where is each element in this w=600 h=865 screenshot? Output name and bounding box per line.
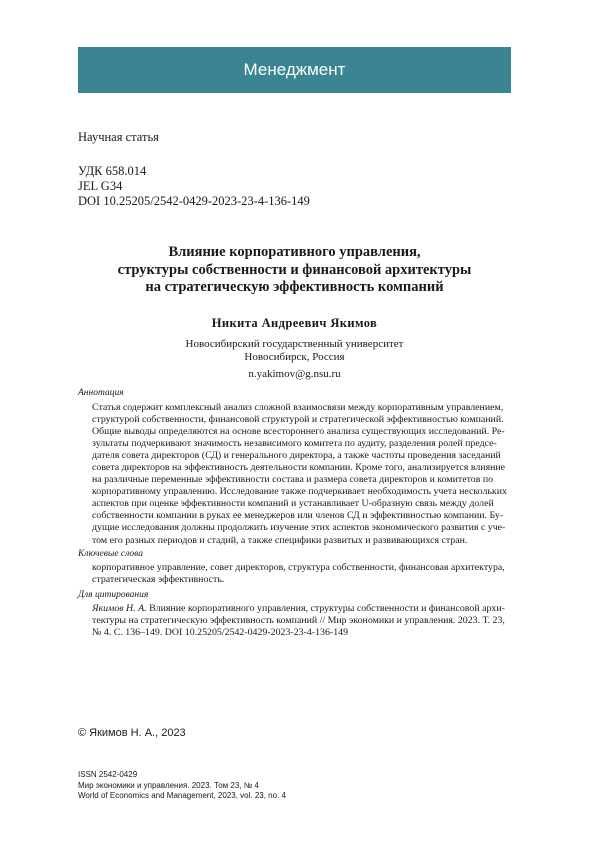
affiliation-line: Новосибирск, Россия [244,351,345,363]
keywords-line: стратегическая эффективность. [92,574,225,586]
title-line: на стратегическую эффективность компаний [145,279,444,295]
article-title [78,244,511,297]
abstract-line: корпоративному управлению. Исследование также подчеркивает необходимость учета нескольких [92,486,507,498]
abstract-line: дущие исследования должны продолжить изучение этих аспектов экономического развития с уче- [92,522,506,534]
keywords-label: Ключевые слова [78,549,143,559]
citation-body [92,603,511,639]
title-line: структуры собственности и финансовой архитектуры [117,261,472,278]
abstract-line: дателя совета директоров (СД) и генерального директора, а также частоты проведения заседаний [92,450,501,462]
udk-code: УДК 658.014 [78,164,147,178]
title-line: Влияние корпоративного управления, [168,244,421,260]
jel-code: JEL G34 [78,179,123,193]
article-type: Научная статья [78,130,159,144]
abstract-line: на различные переменные эффективности состава и размера совета директоров и комитетов по [92,474,494,486]
keywords-line: корпоративное управление, совет директоров, структура собственности, финансовая архитектура, [92,562,505,573]
keywords-body [92,562,511,586]
abstract-line: структурой собственности, финансовой структурой и стратегической эффективностью компаний. [92,414,504,426]
journal-footer [78,770,286,802]
affiliation [78,338,511,364]
abstract-line: аспектов при оценке эффективности компаний и устанавливает U-образную связь между долей [92,498,494,510]
abstract-line: совета директоров на эффективность деятельности компании. Кроме того, анализируется влияние [92,462,506,474]
abstract-line: Общие выводы определяются на основе всестороннего анализа существующих исследований. Ре- [92,426,505,438]
abstract-line: собственности компании в руках ее менеджеров или членов СД и эффективностью компании. Бу- [92,510,504,522]
abstract-line: том его разных периодов и стадий, а также специфики развитых и развивающихся стран. [92,534,468,546]
abstract-body [92,402,511,547]
abstract-label: Аннотация [78,388,124,398]
abstract-line: зультаты подчеркивают значимость независимого комитета по аудиту, разделения ролей предсе- [92,438,497,450]
author-name: Никита Андреевич Якимов [211,316,378,330]
affiliation-line: Новосибирский государственный университет [185,338,404,350]
article-identifiers [78,164,310,209]
copyright-notice: © Якимов Н. А., 2023 [78,727,186,739]
citation-line: тектуры на стратегическую эффективность компаний // Мир экономики и управления. 2023. Т. 23, [92,615,505,627]
journal-issue-en: World of Economics and Management, 2023, vol. 23, no. 4 [78,791,286,800]
citation-line: № 4. С. 136–149. DOI 10.25205/2542-0429-2023-23-4-136-149 [92,627,349,639]
citation-text: Влияние корпоративного управления, структуры собственности и финансовой архи- [146,603,505,614]
section-banner-label: Менеджмент [243,60,346,79]
journal-issue-ru: Мир экономики и управления. 2023. Том 23, № 4 [78,780,259,790]
abstract-line: Статья содержит комплексный анализ сложной взаимосвязи между корпоративным управлением, [92,402,504,413]
citation-line [92,603,511,615]
section-banner [78,47,511,93]
issn: ISSN 2542-0429 [78,770,138,779]
doi[interactable]: DOI 10.25205/2542-0429-2023-23-4-136-149 [78,194,310,208]
citation-author: Якимов Н. А. [92,603,147,614]
citation-label: Для цитирования [78,590,149,600]
author-email[interactable]: n.yakimov@g.nsu.ru [248,368,341,380]
